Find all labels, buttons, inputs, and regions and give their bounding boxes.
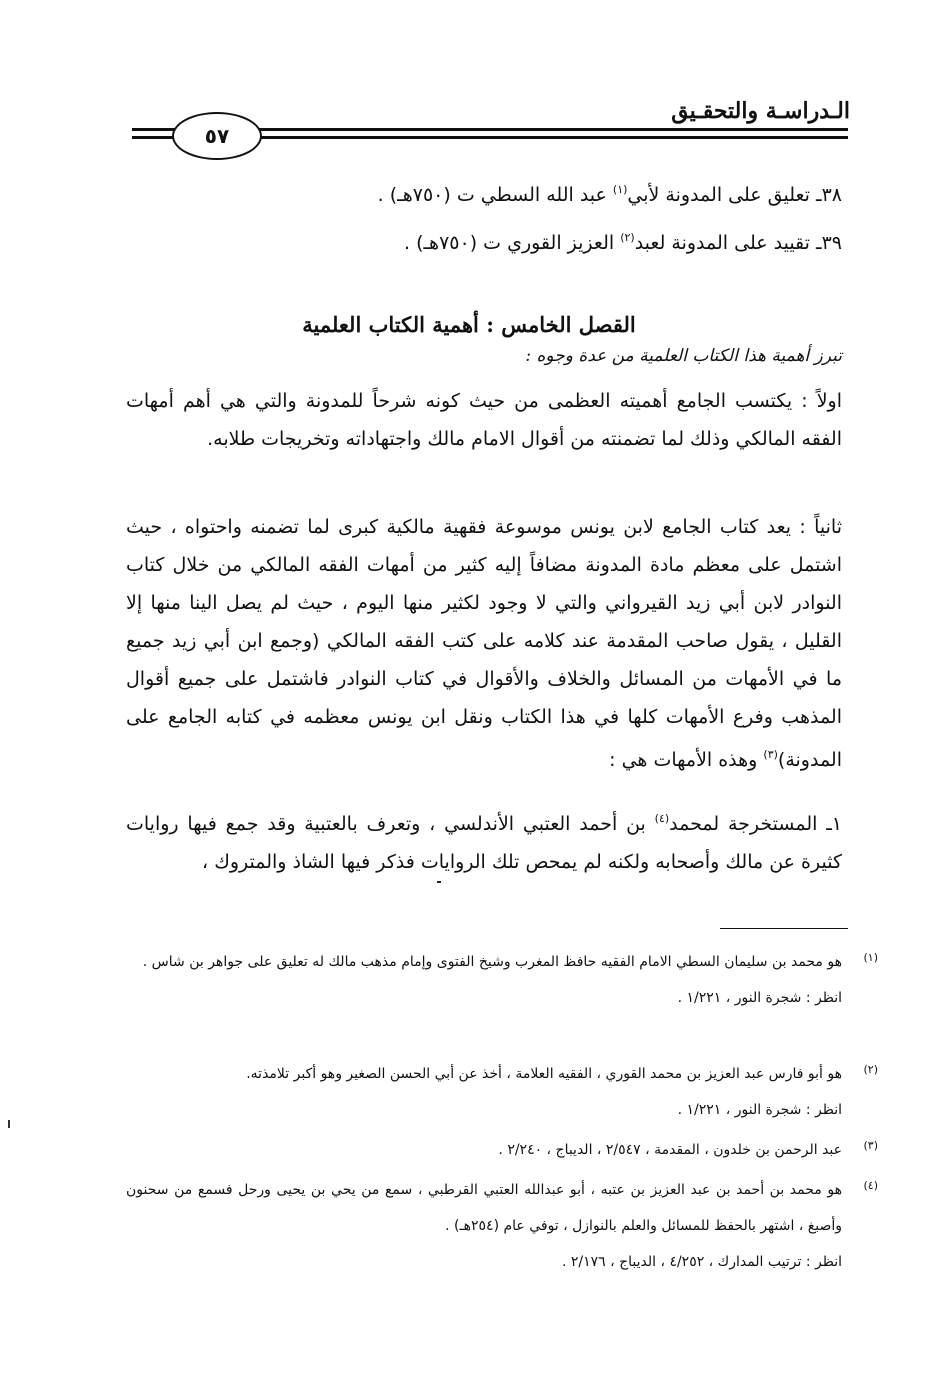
ink-dot	[437, 881, 441, 883]
chapter-intro: تبرز أهمية هذا الكتاب العلمية من عدة وجوه :	[525, 346, 842, 366]
scan-mark	[8, 1120, 10, 1128]
footnote-3-body: عبد الرحمن بن خلدون ، المقدمة ، ٢/٥٤٧ ، الديباج ، ٢/٢٤٠ .	[498, 1142, 842, 1158]
footnote-2-ref: انظر : شجرة النور ، ١/٢٢١ .	[677, 1102, 842, 1118]
item-1-text: بن أحمد العتبي الأندلسي ، وتعرف بالعتبية وقد جمع فيها روايات كثيرة عن مالك وأصحابه ولكنه لم يمحص تلك الروايات فذكر فيها الشاذ والمتروك ،	[126, 813, 842, 873]
footnote-3	[126, 1132, 878, 1168]
footnote-1-ref: انظر : شجرة النور ، ١/٢٢١ .	[677, 990, 842, 1006]
footnote-ref-4[interactable]: (٤)	[654, 812, 670, 825]
list-item-38	[378, 176, 842, 209]
footnote-4-body: هو محمد بن أحمد بن عبد العزيز بن عتبه ، أبو عبدالله العتبي القرطبي ، سمع من يحي بن يحيى ورحل فسمع من سحنون وأصبغ ، اشتهر بالحفظ للمسائل والعلم بالنوازل ، توفي عام (٢٥٤هـ) .	[126, 1182, 842, 1234]
page-number: ٥٧	[204, 124, 230, 148]
chapter-title: القصل الخامس : أهمية الكتاب العلمية	[302, 312, 636, 337]
list-item-39-label: ٣٩ـ تقييد على المدونة لعبد	[634, 232, 842, 254]
footnote-marker-2: (٢)	[863, 1063, 878, 1076]
running-head: الـدراسـة والتحقـيق	[671, 98, 850, 124]
footnote-marker-3: (٣)	[863, 1139, 878, 1152]
footnote-4	[126, 1172, 878, 1280]
list-item-38-label: ٣٨ـ تعليق على المدونة لأبي	[627, 184, 842, 206]
footnote-marker-4: (٤)	[863, 1179, 878, 1192]
item-1-label: ١ـ المستخرجة لمحمد	[669, 813, 842, 835]
footnote-2	[126, 1056, 878, 1128]
paragraph-second-text: ثانياً : يعد كتاب الجامع لابن يونس موسوعة فقهية مالكية كبرى لما تضمنه واحتواه ، حيث اشتمل على معظم مادة المدونة مضافاً إليه كثير من أمهات الفقه المالكي من خلال كتاب النوادر لابن أبي زيد القيرواني والتي لا وجود لكثير منها اليوم ، حيث لم يصل الينا منها إلا القليل ، يقول صاحب المقدمة عند كلامه على كتب الفقه المالكي (وجمع ابن أبي زيد جميع ما في الأمهات من المسائل والخلاف والأقوال في كتاب النوادر فاشتمل على جميع أقوال المذهب وفرع الأمهات كلها في هذا الكتاب ونقل ابن يونس معظمه في كتابه الجامع على المدونة)	[126, 516, 842, 771]
paragraph-item-1	[126, 800, 842, 881]
list-item-39	[404, 224, 842, 257]
footnote-ref-1[interactable]: (١)	[612, 183, 628, 196]
footnote-1-body: هو محمد بن سليمان السطي الامام الفقيه حافظ المغرب وشيخ الفتوى وإمام مذهب مالك له تعليق على جواهر بن شاس .	[142, 954, 842, 970]
footnote-1	[126, 944, 878, 1016]
footnote-2-body: هو أبو فارس عبد العزيز بن محمد القوري ، الفقيه العلامة ، أخذ عن أبي الحسن الصغير وهو أكبر تلامذته.	[246, 1066, 842, 1082]
page-number-oval	[172, 112, 262, 160]
footnote-ref-2[interactable]: (٢)	[620, 231, 635, 244]
list-item-39-rest: العزيز القوري ت (٧٥٠هـ) .	[403, 232, 621, 254]
footnote-ref-3[interactable]: (٣)	[763, 748, 778, 761]
list-item-38-rest: عبد الله السطي ت (٧٥٠هـ) .	[377, 184, 613, 206]
paragraph-second-tail: وهذه الأمهات هي :	[609, 749, 764, 771]
paragraph-second	[126, 508, 842, 779]
footnote-marker-1: (١)	[863, 951, 878, 964]
footnote-4-ref: انظر : ترتيب المدارك ، ٤/٢٥٢ ، الديباج ، ٢/١٧٦ .	[561, 1254, 842, 1270]
footnote-separator	[720, 928, 848, 929]
paragraph-first: اولاً : يكتسب الجامع أهميته العظمى من حيث كونه شرحاً للمدونة والتي هي أهم أمهات الفقه المالكي وذلك لما تضمنته من أقوال الامام مالك واجتهاداته وتخريجات طلابه.	[126, 390, 842, 450]
